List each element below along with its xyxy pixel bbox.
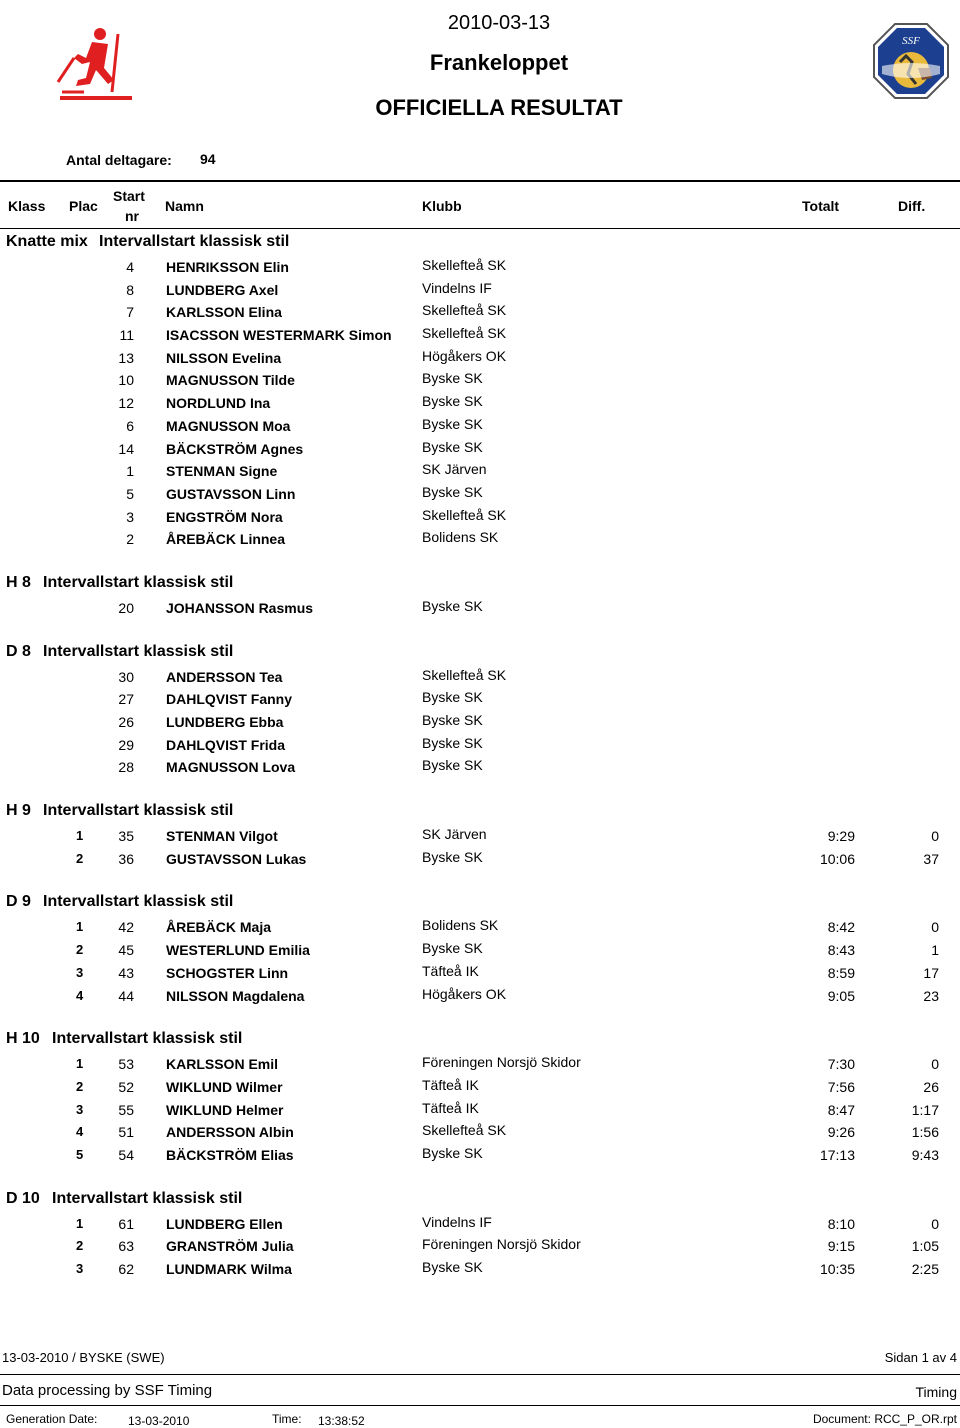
club-name: Byske SK <box>422 712 483 728</box>
athlete-name: DAHLQVIST Frida <box>166 736 286 753</box>
start-number: 2 <box>126 531 134 548</box>
start-number: 3 <box>126 508 134 525</box>
athlete-name: LUNDBERG Ellen <box>166 1215 283 1232</box>
class-name: H 9 <box>6 802 31 820</box>
section-title <box>0 799 960 825</box>
start-number: 11 <box>119 327 134 344</box>
ssf-logo-text: SSF <box>902 35 920 47</box>
club-name: Byske SK <box>422 757 483 774</box>
report-date: 2010-03-13 <box>447 12 551 34</box>
results-list <box>0 230 960 1281</box>
start-number: 62 <box>118 1261 134 1277</box>
club-name: Skellefteå SK <box>422 302 507 319</box>
total-time: 17:13 <box>819 1146 855 1163</box>
athlete-name: ÅREBÄCK Maja <box>166 919 272 936</box>
total-time: 8:43 <box>827 942 855 959</box>
result-row <box>0 985 960 1008</box>
club-name: Byske SK <box>422 940 483 957</box>
start-number: 7 <box>126 304 134 321</box>
club-name: Byske SK <box>422 370 483 387</box>
result-section <box>0 799 960 890</box>
class-name: H 8 <box>6 573 31 591</box>
start-number: 28 <box>118 759 134 776</box>
athlete-name: GUSTAVSSON Linn <box>166 485 296 502</box>
total-time: 10:35 <box>819 1261 855 1277</box>
club-name: Byske SK <box>422 393 483 410</box>
result-row <box>0 848 960 871</box>
result-row <box>0 324 960 347</box>
start-number: 8 <box>126 281 134 298</box>
time-diff: 37 <box>923 850 939 867</box>
time-diff: 1:17 <box>911 1101 939 1118</box>
club-name: Byske SK <box>422 1259 483 1275</box>
club-name: Byske SK <box>422 1144 483 1161</box>
total-time: 9:15 <box>827 1238 855 1255</box>
club-name: Bolidens SK <box>422 917 499 934</box>
participant-label: Antal deltagare: <box>66 152 172 168</box>
col-diff: Diff. <box>898 198 926 214</box>
class-name: D 8 <box>6 642 31 660</box>
start-number: 35 <box>118 828 134 845</box>
start-number: 61 <box>118 1215 134 1232</box>
placement: 4 <box>76 1124 84 1140</box>
time-diff: 9:43 <box>911 1146 939 1163</box>
result-row <box>0 369 960 392</box>
athlete-name: STENMAN Signe <box>166 463 278 480</box>
result-row <box>0 256 960 279</box>
result-row <box>0 279 960 302</box>
start-number: 6 <box>126 417 134 434</box>
start-number: 63 <box>118 1238 134 1255</box>
placement: 2 <box>76 942 84 958</box>
club-name: Byske SK <box>422 734 483 751</box>
footer-gen-date: 13-03-2010 <box>128 1414 190 1428</box>
section-title <box>0 1187 960 1213</box>
participant-number: 94 <box>200 151 216 167</box>
athlete-name: ISACSSON WESTERMARK Simon <box>166 327 392 344</box>
result-row <box>0 506 960 529</box>
club-name: Byske SK <box>422 597 483 614</box>
class-description: Intervallstart klassisk stil <box>43 642 234 660</box>
result-row <box>0 347 960 370</box>
result-row <box>0 1213 960 1236</box>
header-rule <box>0 180 960 182</box>
result-row <box>0 1235 960 1258</box>
class-name: Knatte mix <box>6 233 88 250</box>
result-section <box>0 1187 960 1281</box>
club-name: Bolidens SK <box>422 529 499 546</box>
club-name: Vindelns IF <box>422 279 492 296</box>
athlete-name: MAGNUSSON Moa <box>166 417 291 434</box>
club-name: SK Järven <box>422 826 487 843</box>
result-row <box>0 597 960 620</box>
placement: 3 <box>76 1261 84 1276</box>
club-name: Föreningen Norsjö Skidor <box>422 1236 581 1253</box>
athlete-name: GRANSTRÖM Julia <box>166 1238 294 1255</box>
total-time: 8:10 <box>827 1215 855 1232</box>
class-description: Intervallstart klassisk stil <box>52 1030 243 1048</box>
start-number: 4 <box>126 259 134 275</box>
col-klass: Klass <box>8 198 46 214</box>
placement: 4 <box>76 987 84 1003</box>
club-name: Skellefteå SK <box>422 506 507 523</box>
footer-data-processing: Data processing by SSF Timing <box>2 1382 213 1399</box>
class-description: Intervallstart klassisk stil <box>99 233 290 250</box>
footer-document: Document: RCC_P_OR.rpt <box>812 1412 957 1426</box>
result-row <box>0 756 960 779</box>
time-diff: 0 <box>931 1215 939 1232</box>
footer-time: 13:38:52 <box>318 1414 365 1428</box>
result-row <box>0 688 960 711</box>
result-section <box>0 1027 960 1186</box>
club-name: Täfteå IK <box>422 1076 479 1093</box>
result-row <box>0 916 960 939</box>
result-row <box>0 1258 960 1281</box>
column-rule <box>0 228 960 229</box>
time-diff: 0 <box>931 828 939 845</box>
athlete-name: HENRIKSSON Elin <box>166 259 289 275</box>
time-diff: 1:05 <box>911 1238 939 1255</box>
time-diff: 26 <box>923 1078 939 1095</box>
total-time: 8:47 <box>827 1101 855 1118</box>
start-number: 36 <box>118 850 134 867</box>
placement: 3 <box>76 964 84 980</box>
club-name: Byske SK <box>422 483 483 500</box>
athlete-name: JOHANSSON Rasmus <box>166 599 314 616</box>
start-number: 12 <box>118 395 134 412</box>
start-number: 26 <box>118 714 134 730</box>
footer-page-number: Sidan 1 av 4 <box>884 1350 957 1365</box>
class-description: Intervallstart klassisk stil <box>43 573 234 591</box>
time-diff: 1 <box>931 942 939 959</box>
result-row <box>0 301 960 324</box>
footer-rule-1 <box>0 1374 960 1375</box>
athlete-name: BÄCKSTRÖM Agnes <box>166 440 304 457</box>
result-section <box>0 640 960 799</box>
section-title <box>0 571 960 597</box>
club-name: Skellefteå SK <box>422 257 507 273</box>
placement: 2 <box>76 1078 84 1094</box>
placement: 1 <box>76 828 84 844</box>
start-number: 45 <box>118 942 134 959</box>
athlete-name: ANDERSSON Albin <box>166 1124 294 1141</box>
result-row <box>0 483 960 506</box>
report-title: OFFICIELLA RESULTAT <box>375 95 623 120</box>
start-number: 14 <box>118 440 134 457</box>
club-name: Skellefteå SK <box>422 666 507 683</box>
athlete-name: GUSTAVSSON Lukas <box>166 850 307 867</box>
club-name: Högåkers OK <box>422 347 507 364</box>
athlete-name: WESTERLUND Emilia <box>166 942 310 959</box>
result-section <box>0 571 960 640</box>
result-row <box>0 711 960 734</box>
total-time: 7:30 <box>827 1056 855 1073</box>
time-diff: 17 <box>923 964 939 981</box>
athlete-name: NORDLUND Ina <box>166 395 271 412</box>
result-section <box>0 230 960 571</box>
class-name: D 10 <box>6 1189 40 1207</box>
section-title <box>0 1027 960 1053</box>
club-name: Täfteå IK <box>422 1099 479 1116</box>
total-time: 7:56 <box>827 1078 855 1095</box>
skier-logo-icon <box>52 22 136 106</box>
start-number: 10 <box>118 372 134 389</box>
athlete-name: STENMAN Vilgot <box>166 828 278 845</box>
total-time: 9:05 <box>827 987 855 1004</box>
placement: 1 <box>76 1056 84 1072</box>
placement: 5 <box>76 1146 84 1162</box>
athlete-name: NILSSON Evelina <box>166 349 282 366</box>
result-row <box>0 528 960 551</box>
total-time: 9:26 <box>827 1124 855 1141</box>
result-row <box>0 825 960 848</box>
club-name: Byske SK <box>422 689 483 706</box>
time-diff: 0 <box>931 1056 939 1073</box>
col-totalt: Totalt <box>802 198 840 214</box>
start-number: 42 <box>118 919 134 936</box>
athlete-name: WIKLUND Wilmer <box>166 1078 283 1095</box>
start-number: 43 <box>118 964 134 981</box>
start-number: 27 <box>118 691 134 708</box>
athlete-name: LUNDBERG Axel <box>166 281 279 298</box>
placement: 1 <box>76 1215 84 1231</box>
result-row <box>0 1053 960 1076</box>
start-number: 13 <box>118 349 134 366</box>
time-diff: 1:56 <box>911 1124 939 1141</box>
start-number: 54 <box>118 1146 134 1163</box>
result-row <box>0 1144 960 1167</box>
result-row <box>0 666 960 689</box>
start-number: 5 <box>126 485 134 502</box>
time-diff: 23 <box>923 987 939 1004</box>
class-description: Intervallstart klassisk stil <box>52 1189 243 1207</box>
ssf-logo-icon <box>872 22 950 100</box>
start-number: 55 <box>118 1101 134 1118</box>
club-name: Byske SK <box>422 415 483 432</box>
result-row <box>0 1076 960 1099</box>
start-number: 29 <box>118 736 134 753</box>
total-time: 8:59 <box>827 964 855 981</box>
start-number: 52 <box>118 1078 134 1095</box>
club-name: Högåkers OK <box>422 985 507 1002</box>
result-row <box>0 734 960 757</box>
athlete-name: ANDERSSON Tea <box>166 668 283 685</box>
club-name: Vindelns IF <box>422 1213 492 1230</box>
athlete-name: MAGNUSSON Lova <box>166 759 296 776</box>
athlete-name: KARLSSON Elina <box>166 304 282 321</box>
athlete-name: DAHLQVIST Fanny <box>166 691 293 708</box>
col-nr: nr <box>125 208 139 224</box>
result-row <box>0 415 960 438</box>
class-description: Intervallstart klassisk stil <box>43 802 234 820</box>
start-number: 1 <box>126 463 134 480</box>
placement: 2 <box>76 1238 84 1254</box>
athlete-name: LUNDMARK Wilma <box>166 1261 292 1277</box>
result-row <box>0 438 960 461</box>
footer-time-label: Time: <box>272 1412 302 1426</box>
result-row <box>0 1099 960 1122</box>
start-number: 44 <box>118 987 134 1004</box>
placement: 1 <box>76 919 84 935</box>
footer-rule-2 <box>0 1405 960 1406</box>
result-row <box>0 962 960 985</box>
section-title <box>0 890 960 916</box>
class-description: Intervallstart klassisk stil <box>43 893 234 911</box>
total-time: 10:06 <box>819 850 855 867</box>
club-name: Skellefteå SK <box>422 1122 507 1139</box>
placement: 3 <box>76 1101 84 1117</box>
club-name: SK Järven <box>422 461 487 478</box>
athlete-name: SCHOGSTER Linn <box>166 964 289 981</box>
col-start: Start <box>113 188 145 204</box>
athlete-name: WIKLUND Helmer <box>166 1101 284 1118</box>
result-row <box>0 460 960 483</box>
column-header-row <box>0 186 960 226</box>
time-diff: 0 <box>931 919 939 936</box>
result-row <box>0 392 960 415</box>
result-section <box>0 890 960 1027</box>
club-name: Föreningen Norsjö Skidor <box>422 1054 581 1071</box>
section-title <box>0 640 960 666</box>
col-namn: Namn <box>165 198 204 214</box>
section-title <box>0 230 960 256</box>
athlete-name: LUNDBERG Ebba <box>166 714 284 730</box>
class-name: H 10 <box>6 1030 40 1048</box>
col-plac: Plac <box>69 198 98 214</box>
club-name: Byske SK <box>422 848 483 865</box>
footer-place: 13-03-2010 / BYSKE (SWE) <box>2 1350 165 1365</box>
athlete-name: ENGSTRÖM Nora <box>166 508 283 525</box>
event-name: Frankeloppet <box>429 50 569 75</box>
col-klubb: Klubb <box>422 198 462 214</box>
club-name: Byske SK <box>422 438 483 455</box>
time-diff: 2:25 <box>911 1261 939 1277</box>
athlete-name: NILSSON Magdalena <box>166 987 305 1004</box>
result-row <box>0 1121 960 1144</box>
start-number: 20 <box>118 599 134 616</box>
athlete-name: KARLSSON Emil <box>166 1056 279 1073</box>
club-name: Skellefteå SK <box>422 325 507 342</box>
result-row <box>0 939 960 962</box>
start-number: 51 <box>118 1124 134 1141</box>
athlete-name: BÄCKSTRÖM Elias <box>166 1146 294 1163</box>
club-name: Täfteå IK <box>422 962 479 979</box>
start-number: 53 <box>118 1056 134 1073</box>
athlete-name: MAGNUSSON Tilde <box>166 372 295 389</box>
class-name: D 9 <box>6 893 31 911</box>
total-time: 9:29 <box>827 828 855 845</box>
footer-gen-label: Generation Date: <box>6 1412 98 1426</box>
placement: 2 <box>76 850 84 866</box>
start-number: 30 <box>118 668 134 685</box>
participant-count <box>66 151 216 168</box>
total-time: 8:42 <box>827 919 855 936</box>
athlete-name: ÅREBÄCK Linnea <box>166 531 286 548</box>
footer-timing: Timing <box>915 1384 957 1400</box>
